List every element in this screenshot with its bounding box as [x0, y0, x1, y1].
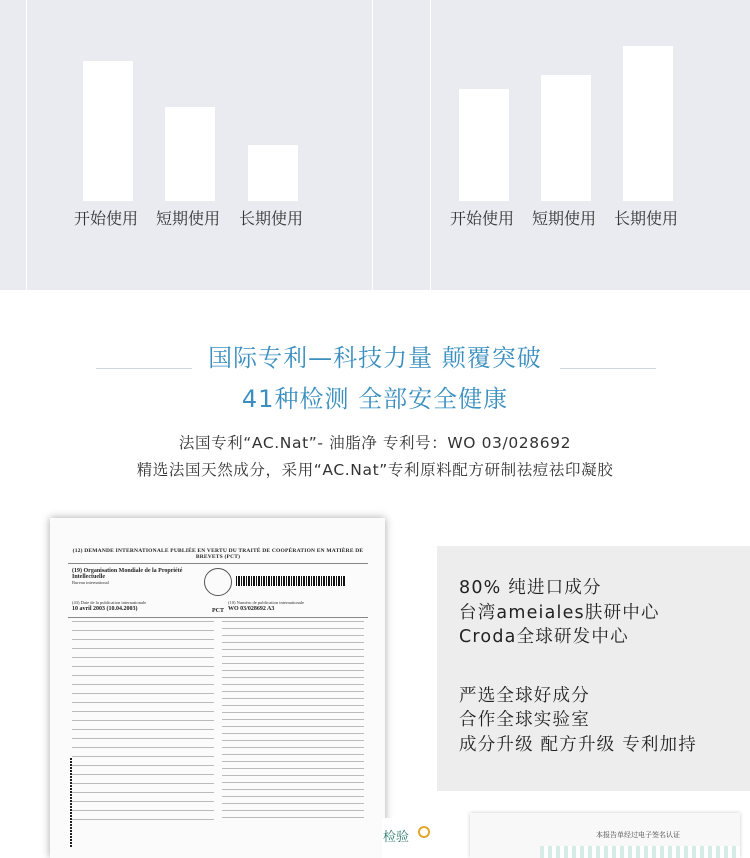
chart-tick-label: 开始使用	[73, 209, 138, 228]
document-pubno-label: (10) Numéro de publication internationale	[228, 600, 304, 605]
info-box	[437, 546, 750, 791]
document-pct: PCT	[212, 608, 224, 614]
chart-bar	[623, 46, 673, 201]
chart-tick-label: 短期使用	[531, 209, 596, 228]
info-line: 成分升级 配方升级 专利加持	[459, 734, 697, 755]
document-body-right	[222, 621, 364, 821]
headline	[0, 338, 750, 414]
document-bureau: Bureau international	[72, 580, 109, 585]
panel-divider	[372, 0, 373, 290]
certificate-strip	[540, 846, 740, 858]
document-date-label: (43) Date de la publication internationale	[72, 600, 147, 605]
certificate-logo-icon	[418, 826, 430, 838]
chart-bar	[459, 89, 509, 201]
chart-tick-label: 长期使用	[613, 209, 678, 228]
patent-line-1: 法国专利“AC.Nat”- 油脂净 专利号：WO 03/028692	[178, 434, 572, 452]
info-line: Croda全球研发中心	[459, 627, 629, 647]
divider	[68, 563, 368, 564]
chart-left	[0, 0, 375, 290]
info-line: 合作全球实验室	[459, 710, 590, 730]
panel-divider	[26, 0, 27, 290]
chart-tick-label: 短期使用	[155, 209, 220, 228]
document-side-barcode	[70, 758, 72, 848]
chart-bar	[248, 145, 298, 201]
seal-icon	[204, 568, 232, 596]
patent-line-2: 精选法国天然成分，采用“AC.Nat”专利原料配方研制祛痘祛印凝胶	[136, 461, 614, 479]
barcode-icon	[236, 576, 346, 586]
document-pubno: WO 03/028692 A3	[228, 606, 275, 612]
headline-line-2: 41种检测 全部安全健康	[241, 385, 509, 413]
document-date: 10 avril 2003 (10.04.2003)	[72, 606, 138, 612]
headline-line-1: 国际专利—科技力量 颠覆突破	[208, 344, 542, 372]
chart-right	[375, 0, 750, 290]
certificate-caption: 本报告单经过电子签名认证	[596, 831, 680, 839]
certificate-logo: 检验	[383, 830, 410, 845]
document-org: (19) Organisation Mondiale de la Propriété Intellectuelle	[72, 568, 183, 580]
panel-divider	[430, 0, 431, 290]
info-line: 台湾ameiales肤研中心	[459, 602, 660, 623]
document-body-left	[72, 621, 214, 821]
info-line: 80% 纯进口成分	[459, 578, 602, 598]
chart-bar	[165, 107, 215, 201]
chart-bar	[83, 61, 133, 201]
chart-tick-label: 开始使用	[449, 209, 514, 228]
info-line: 严选全球好成分	[459, 685, 590, 706]
patent-document-image	[50, 518, 385, 858]
patent-description	[0, 430, 750, 484]
document-header: (12) DEMANDE INTERNATIONALE PUBLIÉE EN VERTU DU TRAITÉ DE COOPÉRATION EN MATIÈRE DE BREVETS (PCT)	[72, 548, 364, 560]
divider	[68, 617, 368, 618]
chart-band	[0, 0, 750, 290]
chart-tick-label: 长期使用	[238, 209, 303, 228]
chart-bar	[541, 75, 591, 201]
